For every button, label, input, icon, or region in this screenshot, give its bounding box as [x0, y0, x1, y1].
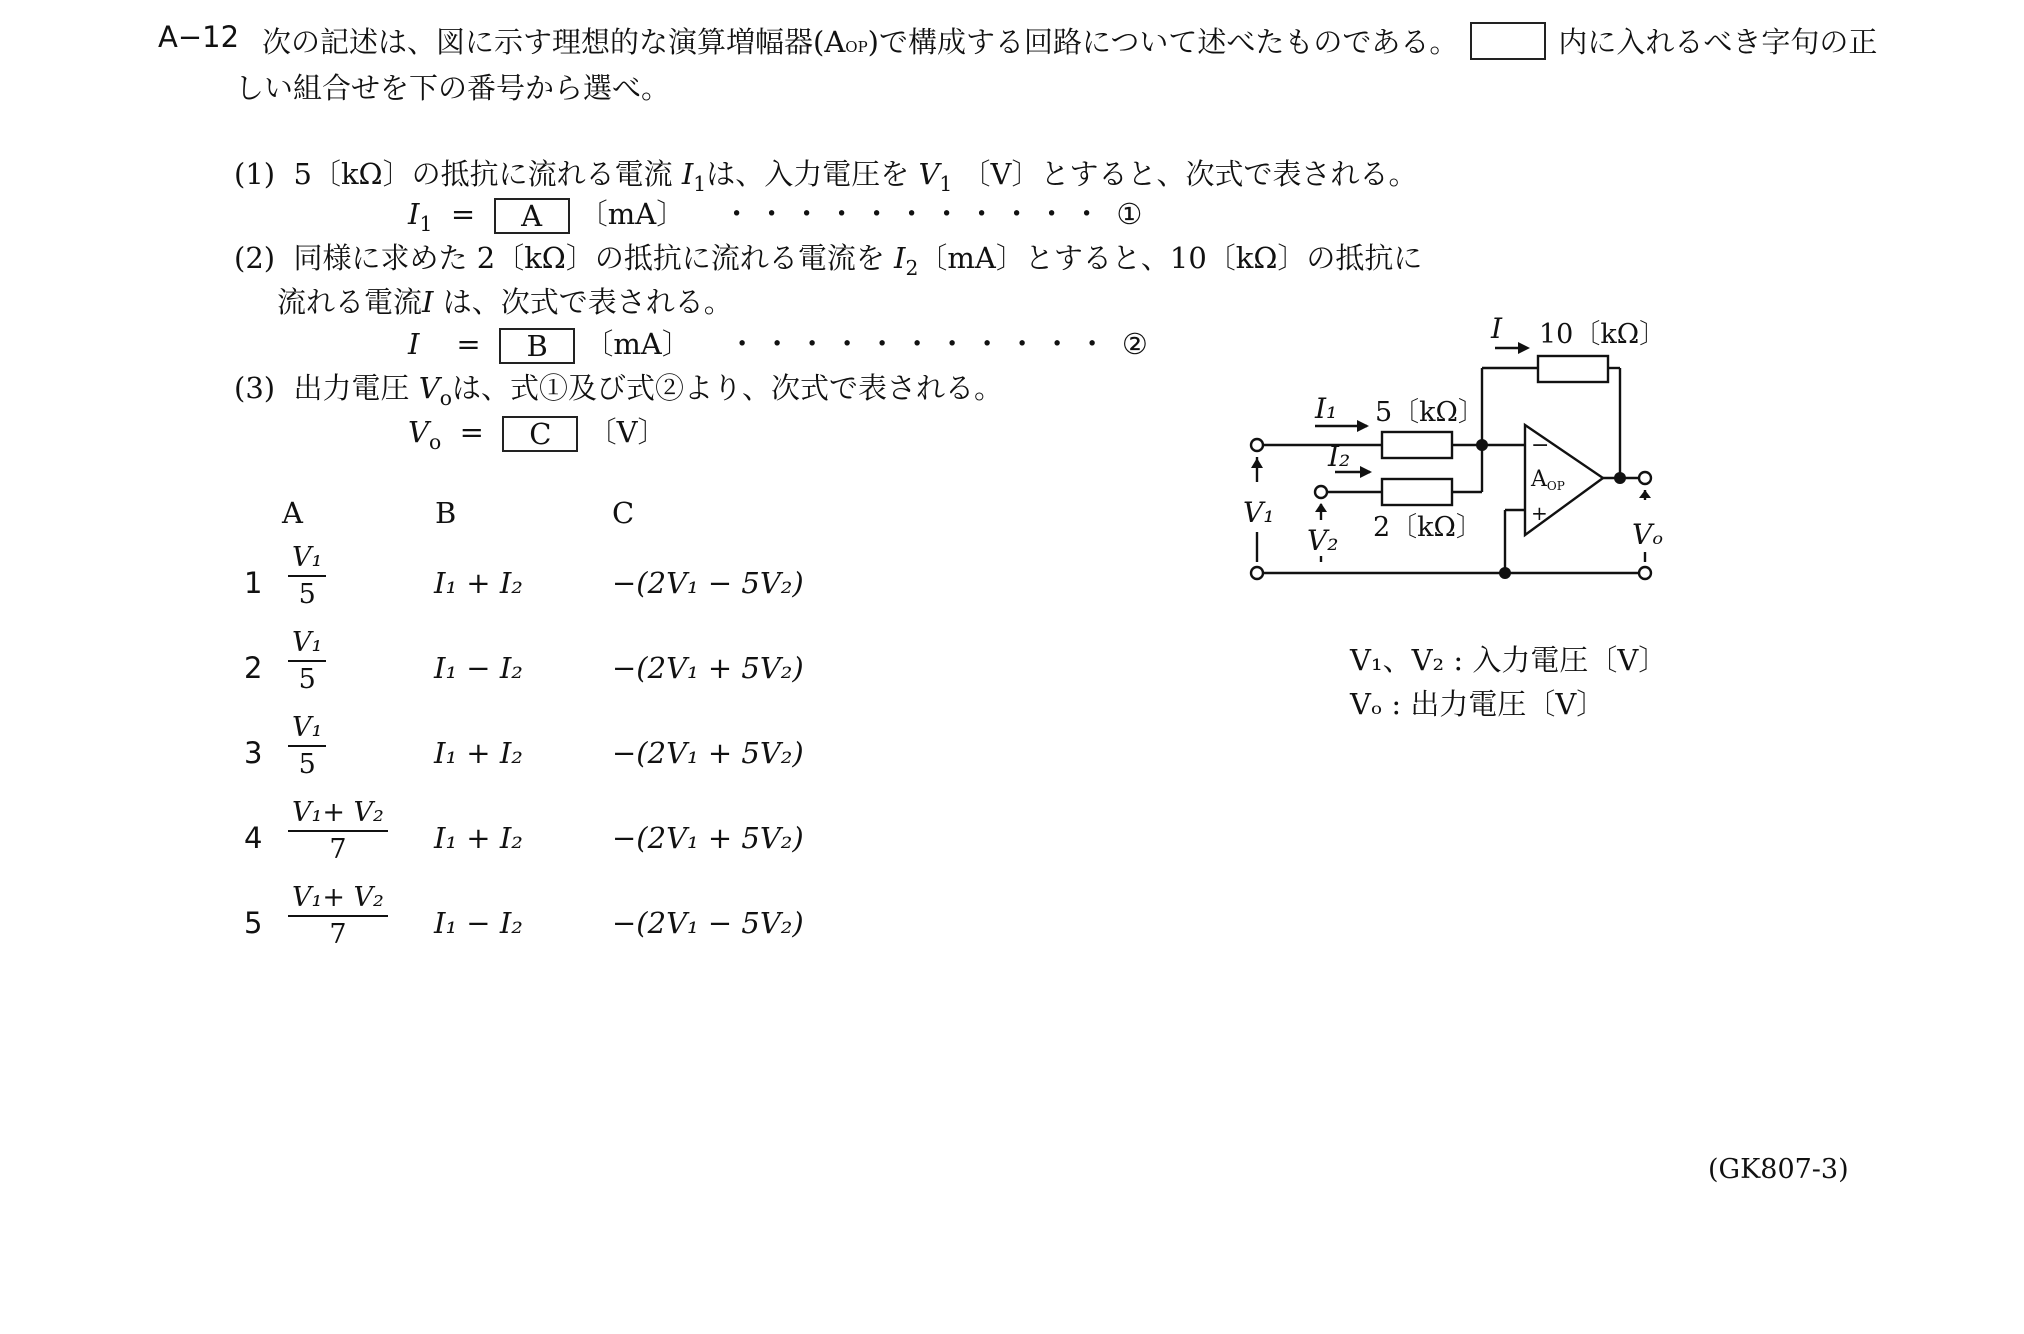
question-intro: 次の記述は、図に示す理想的な演算増幅器(AOP)で構成する回路について述べたものである。 内に入れるべき字句の正	[262, 20, 1877, 61]
fraction-numerator: V₁+ V₂	[288, 882, 388, 917]
legend-line-1: V₁、V₂ : 入力電圧〔V〕	[1350, 643, 1668, 677]
fraction-denominator: 7	[329, 919, 347, 950]
blank-box	[1470, 22, 1546, 60]
column-header-b: B	[435, 496, 457, 530]
choice-b-value: I₁ − I₂	[434, 651, 523, 685]
fraction-denominator: 5	[298, 579, 316, 610]
page-code: (GK807-3)	[1708, 1154, 1849, 1185]
label-minus: −	[1531, 433, 1550, 458]
equation-2: I = B 〔mA〕 ・・・・・・・・・・・ ②	[408, 327, 1148, 363]
resistor-2k	[1382, 479, 1452, 505]
choice-c-value: −(2V₁ + 5V₂)	[612, 736, 804, 770]
choice-number: 4	[244, 821, 263, 855]
label-v2: V₂	[1307, 524, 1339, 557]
answer-box-b: B	[499, 328, 575, 364]
choice-b-value: I₁ − I₂	[434, 906, 523, 940]
fraction-numerator: V₁	[288, 542, 326, 577]
resistor-10k	[1538, 356, 1608, 382]
opamp-circuit-diagram	[1235, 300, 1675, 600]
legend-line-2: Vₒ : 出力電圧〔V〕	[1350, 687, 1606, 721]
answer-box-a: A	[494, 198, 570, 234]
label-v1: V₁	[1243, 496, 1275, 529]
label-current-i2: I₂	[1328, 440, 1351, 473]
choice-c-value: −(2V₁ + 5V₂)	[612, 821, 804, 855]
fraction-numerator: V₁+ V₂	[288, 797, 388, 832]
resistor-5k	[1382, 432, 1452, 458]
label-current-i: I	[1491, 312, 1503, 345]
label-current-i1: I₁	[1315, 392, 1338, 425]
choice-c-value: −(2V₁ + 5V₂)	[612, 651, 804, 685]
choice-a-fraction	[288, 627, 326, 695]
equation-3: $V_o = C$ 〔V〕	[408, 415, 667, 454]
item-1-text: (1) 5〔kΩ〕の抵抗に流れる電流 $I_1$は、入力電圧を $V_1$ 〔V〕とすると、次式で表される。	[234, 157, 1418, 196]
item-2-text: (2) 同様に求めた 2〔kΩ〕の抵抗に流れる電流を $I_2$〔mA〕とすると、10〔kΩ〕の抵抗に	[234, 241, 1423, 280]
equation-1: $I_1 = A$ 〔mA〕 ・・・・・・・・・・・ ①	[408, 197, 1143, 236]
fraction-numerator: V₁	[288, 627, 326, 662]
choice-b-value: I₁ + I₂	[434, 821, 523, 855]
item-2-text-line2: 流れる電流I は、次式で表される。	[277, 285, 733, 319]
choice-c-value: −(2V₁ − 5V₂)	[612, 566, 804, 600]
label-r2: 2〔kΩ〕	[1373, 512, 1483, 543]
item-3-text: (3) 出力電圧 $V_o$は、式①及び式②より、次式で表される。	[234, 371, 1003, 410]
question-intro-line2: しい組合せを下の番号から選べ。	[235, 71, 671, 105]
choice-number: 1	[244, 566, 263, 600]
answer-box-c: C	[502, 416, 578, 452]
label-r1: 5〔kΩ〕	[1375, 397, 1485, 428]
choice-number: 2	[244, 651, 263, 685]
label-r-feedback: 10〔kΩ〕	[1539, 319, 1667, 350]
choice-number: 3	[244, 736, 263, 770]
fraction-denominator: 7	[329, 834, 347, 865]
fraction-denominator: 5	[298, 749, 316, 780]
label-vo: Vₒ	[1632, 518, 1664, 551]
choice-c-value: −(2V₁ − 5V₂)	[612, 906, 804, 940]
column-header-c: C	[612, 496, 635, 530]
choice-a-fraction	[288, 797, 388, 865]
label-opamp: AOP	[1531, 467, 1565, 493]
choice-b-value: I₁ + I₂	[434, 736, 523, 770]
choice-a-fraction	[288, 712, 326, 780]
question-number: A−12	[158, 20, 240, 54]
choice-number: 5	[244, 906, 263, 940]
column-header-a: A	[282, 496, 303, 530]
label-plus: +	[1531, 501, 1548, 525]
choice-a-fraction	[288, 882, 388, 950]
choice-a-fraction	[288, 542, 326, 610]
fraction-denominator: 5	[298, 664, 316, 695]
fraction-numerator: V₁	[288, 712, 326, 747]
choice-b-value: I₁ + I₂	[434, 566, 523, 600]
